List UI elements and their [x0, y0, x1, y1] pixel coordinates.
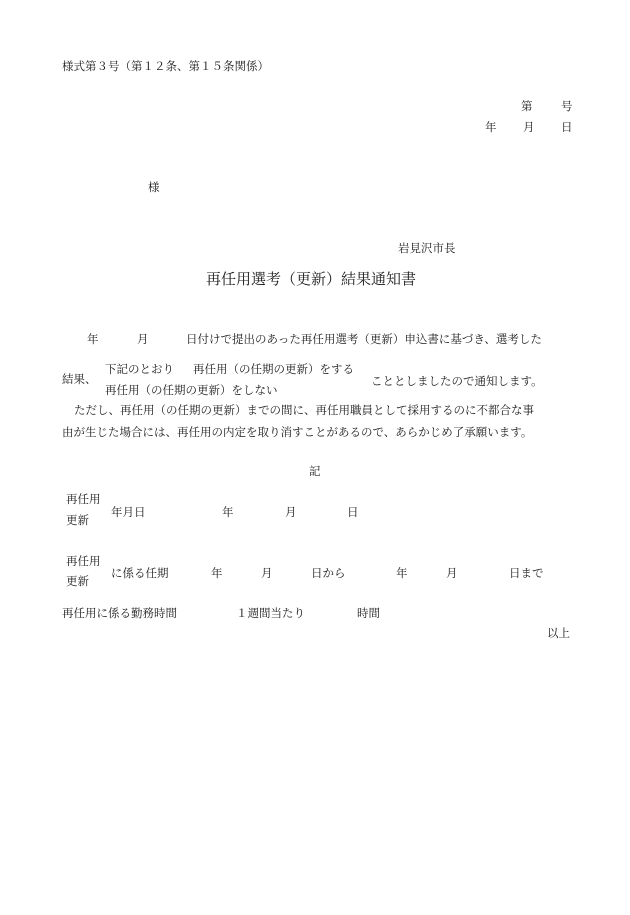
item2-to-month: 月 [446, 566, 458, 580]
ki-heading: 記 [309, 464, 321, 478]
date-day: 日 [561, 120, 573, 134]
date-year: 年 [485, 120, 497, 134]
item2-label-top: 再任用 [66, 554, 101, 568]
item2-label-bottom: 更新 [66, 574, 89, 588]
body-para2-line1: ただし、再任用（の任期の更新）までの間に、再任用職員として採用するのに不都合な事 [74, 403, 534, 417]
option-intro: 下記のとおり [105, 362, 174, 376]
item3-per-week: １週間当たり [236, 606, 305, 620]
closing: 以上 [547, 626, 570, 640]
item2-to-day: 日まで [509, 566, 544, 580]
body-para2-line2: 由が生じた場合には、再任用の内定を取り消すことがあるので、あらかじめ了承願います。 [62, 425, 533, 439]
item2-from-year: 年 [211, 566, 223, 580]
item3-unit: 時間 [357, 606, 380, 620]
body-line2-tail: こととしましたので通知します。 [371, 374, 543, 388]
doc-number-suffix: 号 [561, 99, 573, 113]
item2-label: に係る任期 [111, 566, 169, 580]
item1-label-top: 再任用 [66, 492, 101, 506]
item2-to-year: 年 [396, 566, 408, 580]
option-do: 再任用（の任期の更新）をする [193, 362, 354, 376]
item1-label: 年月日 [111, 505, 146, 519]
addressee-honorific: 様 [148, 180, 160, 194]
body-year: 年 [87, 332, 99, 346]
item1-month: 月 [285, 505, 297, 519]
item1-label-bottom: 更新 [66, 513, 89, 527]
doc-number-prefix: 第 [521, 99, 533, 113]
page-title: 再任用選考（更新）結果通知書 [206, 270, 417, 288]
item1-day: 日 [347, 505, 359, 519]
item3-label: 再任用に係る勤務時間 [62, 606, 177, 620]
option-do-not: 再任用（の任期の更新）をしない [105, 383, 278, 397]
date-month: 月 [523, 120, 535, 134]
body-line1-text: 日付けで提出のあった再任用選考（更新）申込書に基づき、選考した [186, 332, 542, 346]
body-month: 月 [137, 332, 149, 346]
body-line2-lead: 結果、 [62, 372, 97, 386]
sender: 岩見沢市長 [398, 241, 456, 255]
item2-from-month: 月 [261, 566, 273, 580]
item2-from-day: 日から [311, 566, 346, 580]
item1-year: 年 [222, 505, 234, 519]
form-number: 様式第３号（第１２条、第１５条関係） [62, 59, 269, 73]
